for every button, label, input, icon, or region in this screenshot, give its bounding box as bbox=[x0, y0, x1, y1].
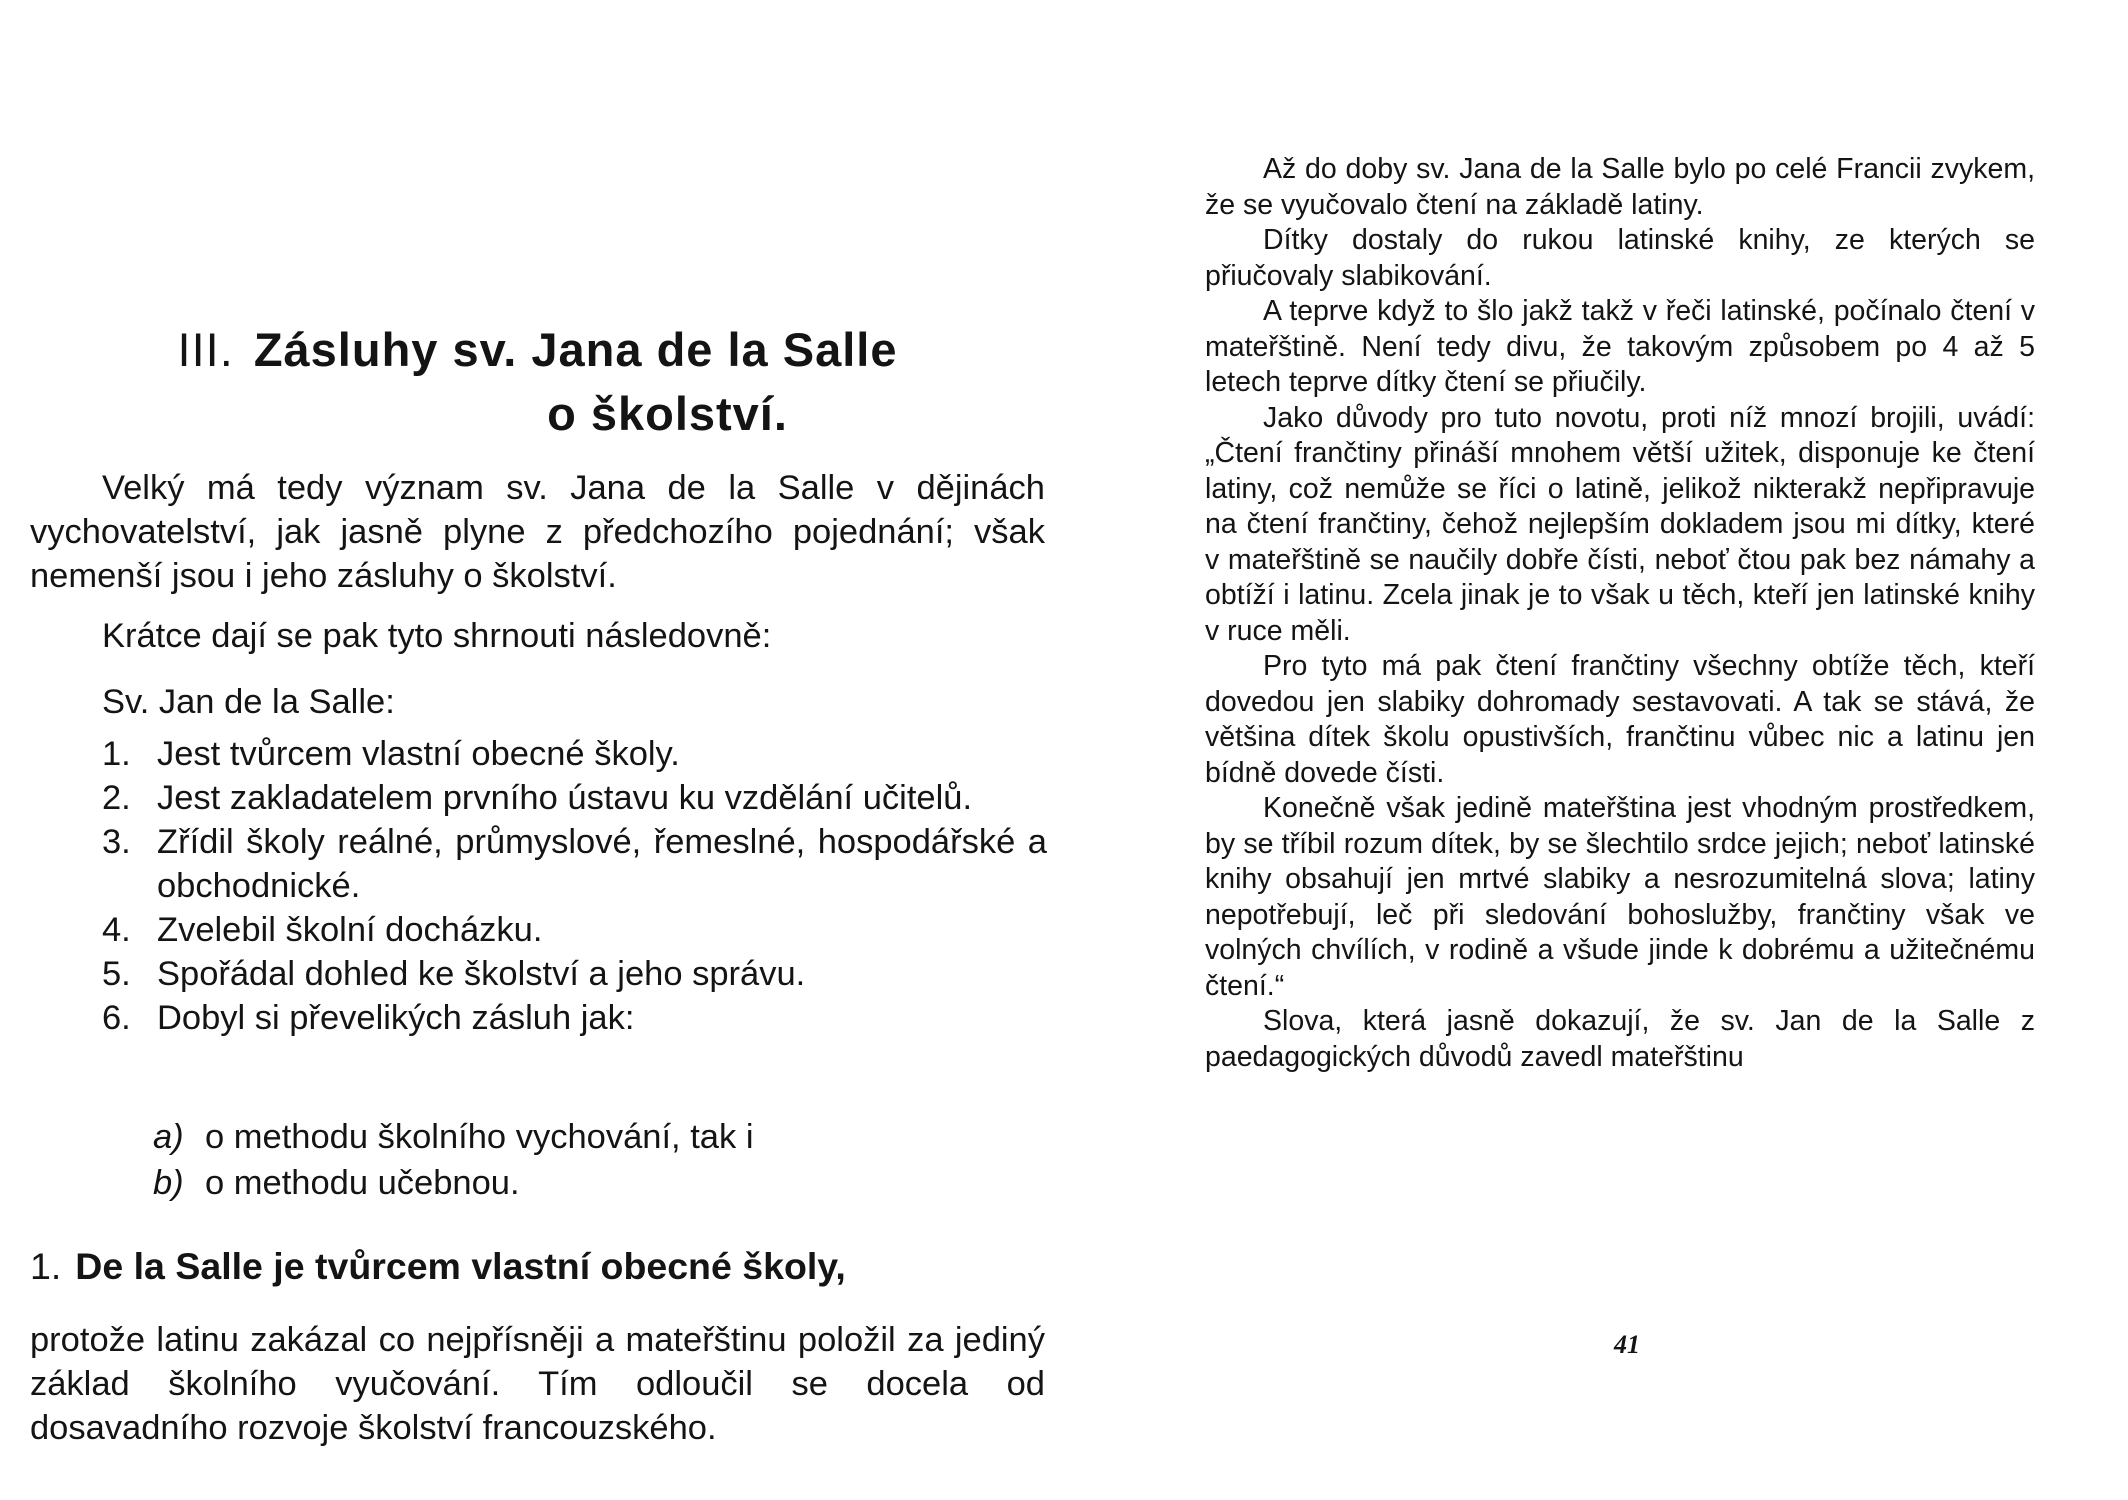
list-item-number: 5. bbox=[102, 955, 131, 993]
list-item-number: 1. bbox=[102, 735, 131, 773]
merits-list bbox=[102, 732, 1047, 1040]
summary-lead: Krátce dají se pak tyto shrnouti následovně: bbox=[102, 617, 772, 655]
paragraph: Až do doby sv. Jana de la Salle bylo po celé Francii zvykem, že se vyučovalo čtení na základě latiny. bbox=[1205, 153, 2035, 221]
section-title: De la Salle je tvůrcem vlastní obecné školy, bbox=[75, 1245, 846, 1287]
list-item bbox=[102, 820, 1047, 908]
person-lead: Sv. Jan de la Salle: bbox=[102, 683, 395, 721]
sub-list-item bbox=[153, 1160, 1043, 1206]
paragraph: Slova, která jasně dokazují, že sv. Jan de la Salle z paedagogických důvodů zavedl mateřštinu bbox=[1205, 1005, 2035, 1073]
list-item-text: Jest tvůrcem vlastní obecné školy. bbox=[157, 735, 680, 773]
section-heading bbox=[30, 1240, 1045, 1292]
paragraph: Pro tyto má pak čtení frančtiny všechny obtíže těch, kteří dovedou jen slabiky dohromady sestavovati. A tak se stává, že většina dítek školu opustivších, frančtinu vůbec nic a latinu jen bídně dovede čísti. bbox=[1205, 650, 2035, 789]
list-item-text: Spořádal dohled ke školství a jeho správu. bbox=[157, 955, 806, 993]
list-item bbox=[102, 996, 1047, 1040]
intro-block bbox=[30, 466, 1045, 598]
paragraph: Konečně však jedině mateřština jest vhodným prostředkem, by se tříbil rozum dítek, by se šlechtilo srdce jejich; neboť latinské knihy obsahují jen mrtvé slabiky a nesrozumitelná slova; latiny nepotřebují, leč při sledování bohoslužby, frančtiny však ve volných chvílích, v rodině a všude jinde k dobrému a užitečnému čtení.“ bbox=[1205, 792, 2035, 1002]
right-page bbox=[1205, 0, 2035, 1500]
page-number: 41 bbox=[1614, 1330, 1640, 1359]
paragraph: A teprve když to šlo jakž takž v řeči latinské, počínalo čtení v mateřštině. Není tedy divu, že takovým způsobem po 4 až 5 letech teprve dítky čtení se přiučily. bbox=[1205, 295, 2035, 398]
sub-list-item-letter: b) bbox=[153, 1164, 184, 1202]
list-item-number: 2. bbox=[102, 779, 131, 817]
list-item bbox=[102, 776, 1047, 820]
right-page-body bbox=[1205, 152, 2035, 1075]
list-item-number: 6. bbox=[102, 999, 131, 1037]
sub-list-item-text: o methodu učebnou. bbox=[205, 1164, 520, 1202]
intro-paragraph: Velký má tedy význam sv. Jana de la Salle v dějinách vychovatelství, jak jasně plyne z předchozího pojednání; však nemenší jsou i jeho zásluhy o školství. bbox=[30, 469, 1045, 595]
sub-list-item-letter: a) bbox=[153, 1118, 184, 1156]
sub-list-item bbox=[153, 1114, 1043, 1160]
list-item-text: Jest zakladatelem prvního ústavu ku vzdělání učitelů. bbox=[157, 779, 973, 817]
chapter-heading-line-2: o školství. bbox=[547, 387, 788, 440]
list-item-number: 4. bbox=[102, 911, 131, 949]
closing-paragraph: protože latinu zakázal co nejpřísněji a mateřštinu položil za jediný základ školního vyučování. Tím odloučil se docela od dosavadního rozvoje školství francouzského. bbox=[30, 1321, 1045, 1447]
paragraph: Jako důvody pro tuto novotu, proti níž mnozí brojili, uvádí: „Čtení frančtiny přináší mnohem větší užitek, disponuje ke čtení latiny, což nemůže se říci o latině, jelikož nikterakž nepřipravuje na čtení frančtiny, čehož nejlepším dokladem jsou mi dítky, které v mateřštině se naučily dobře čísti, neboť čtou pak bez námahy a obtíží i latinu. Zcela jinak je to však u těch, kteří jen latinské knihy v ruce měli. bbox=[1205, 401, 2035, 647]
list-item bbox=[102, 908, 1047, 952]
list-item-number: 3. bbox=[102, 823, 131, 861]
list-item-text: Zvelebil školní docházku. bbox=[157, 911, 543, 949]
sub-merits-list bbox=[153, 1114, 1043, 1206]
chapter-numeral: III. bbox=[177, 323, 234, 376]
paragraph: Dítky dostaly do rukou latinské knihy, ze kterých se přiučovaly slabikování. bbox=[1205, 224, 2035, 292]
list-item bbox=[102, 952, 1047, 996]
section-number: 1. bbox=[30, 1245, 62, 1287]
list-item bbox=[102, 732, 1047, 776]
list-item-text: Dobyl si převelikých zásluh jak: bbox=[157, 999, 635, 1037]
chapter-title: Zásluhy sv. Jana de la Salle bbox=[253, 323, 898, 376]
sub-list-item-text: o methodu školního vychování, tak i bbox=[205, 1118, 754, 1156]
chapter-heading-line-1 bbox=[30, 318, 1045, 382]
chapter-heading bbox=[30, 318, 1045, 446]
list-item-text: Zřídil školy reálné, průmyslové, řemeslné, hospodářské a obchodnické. bbox=[157, 823, 1047, 905]
left-page bbox=[30, 0, 1045, 1500]
